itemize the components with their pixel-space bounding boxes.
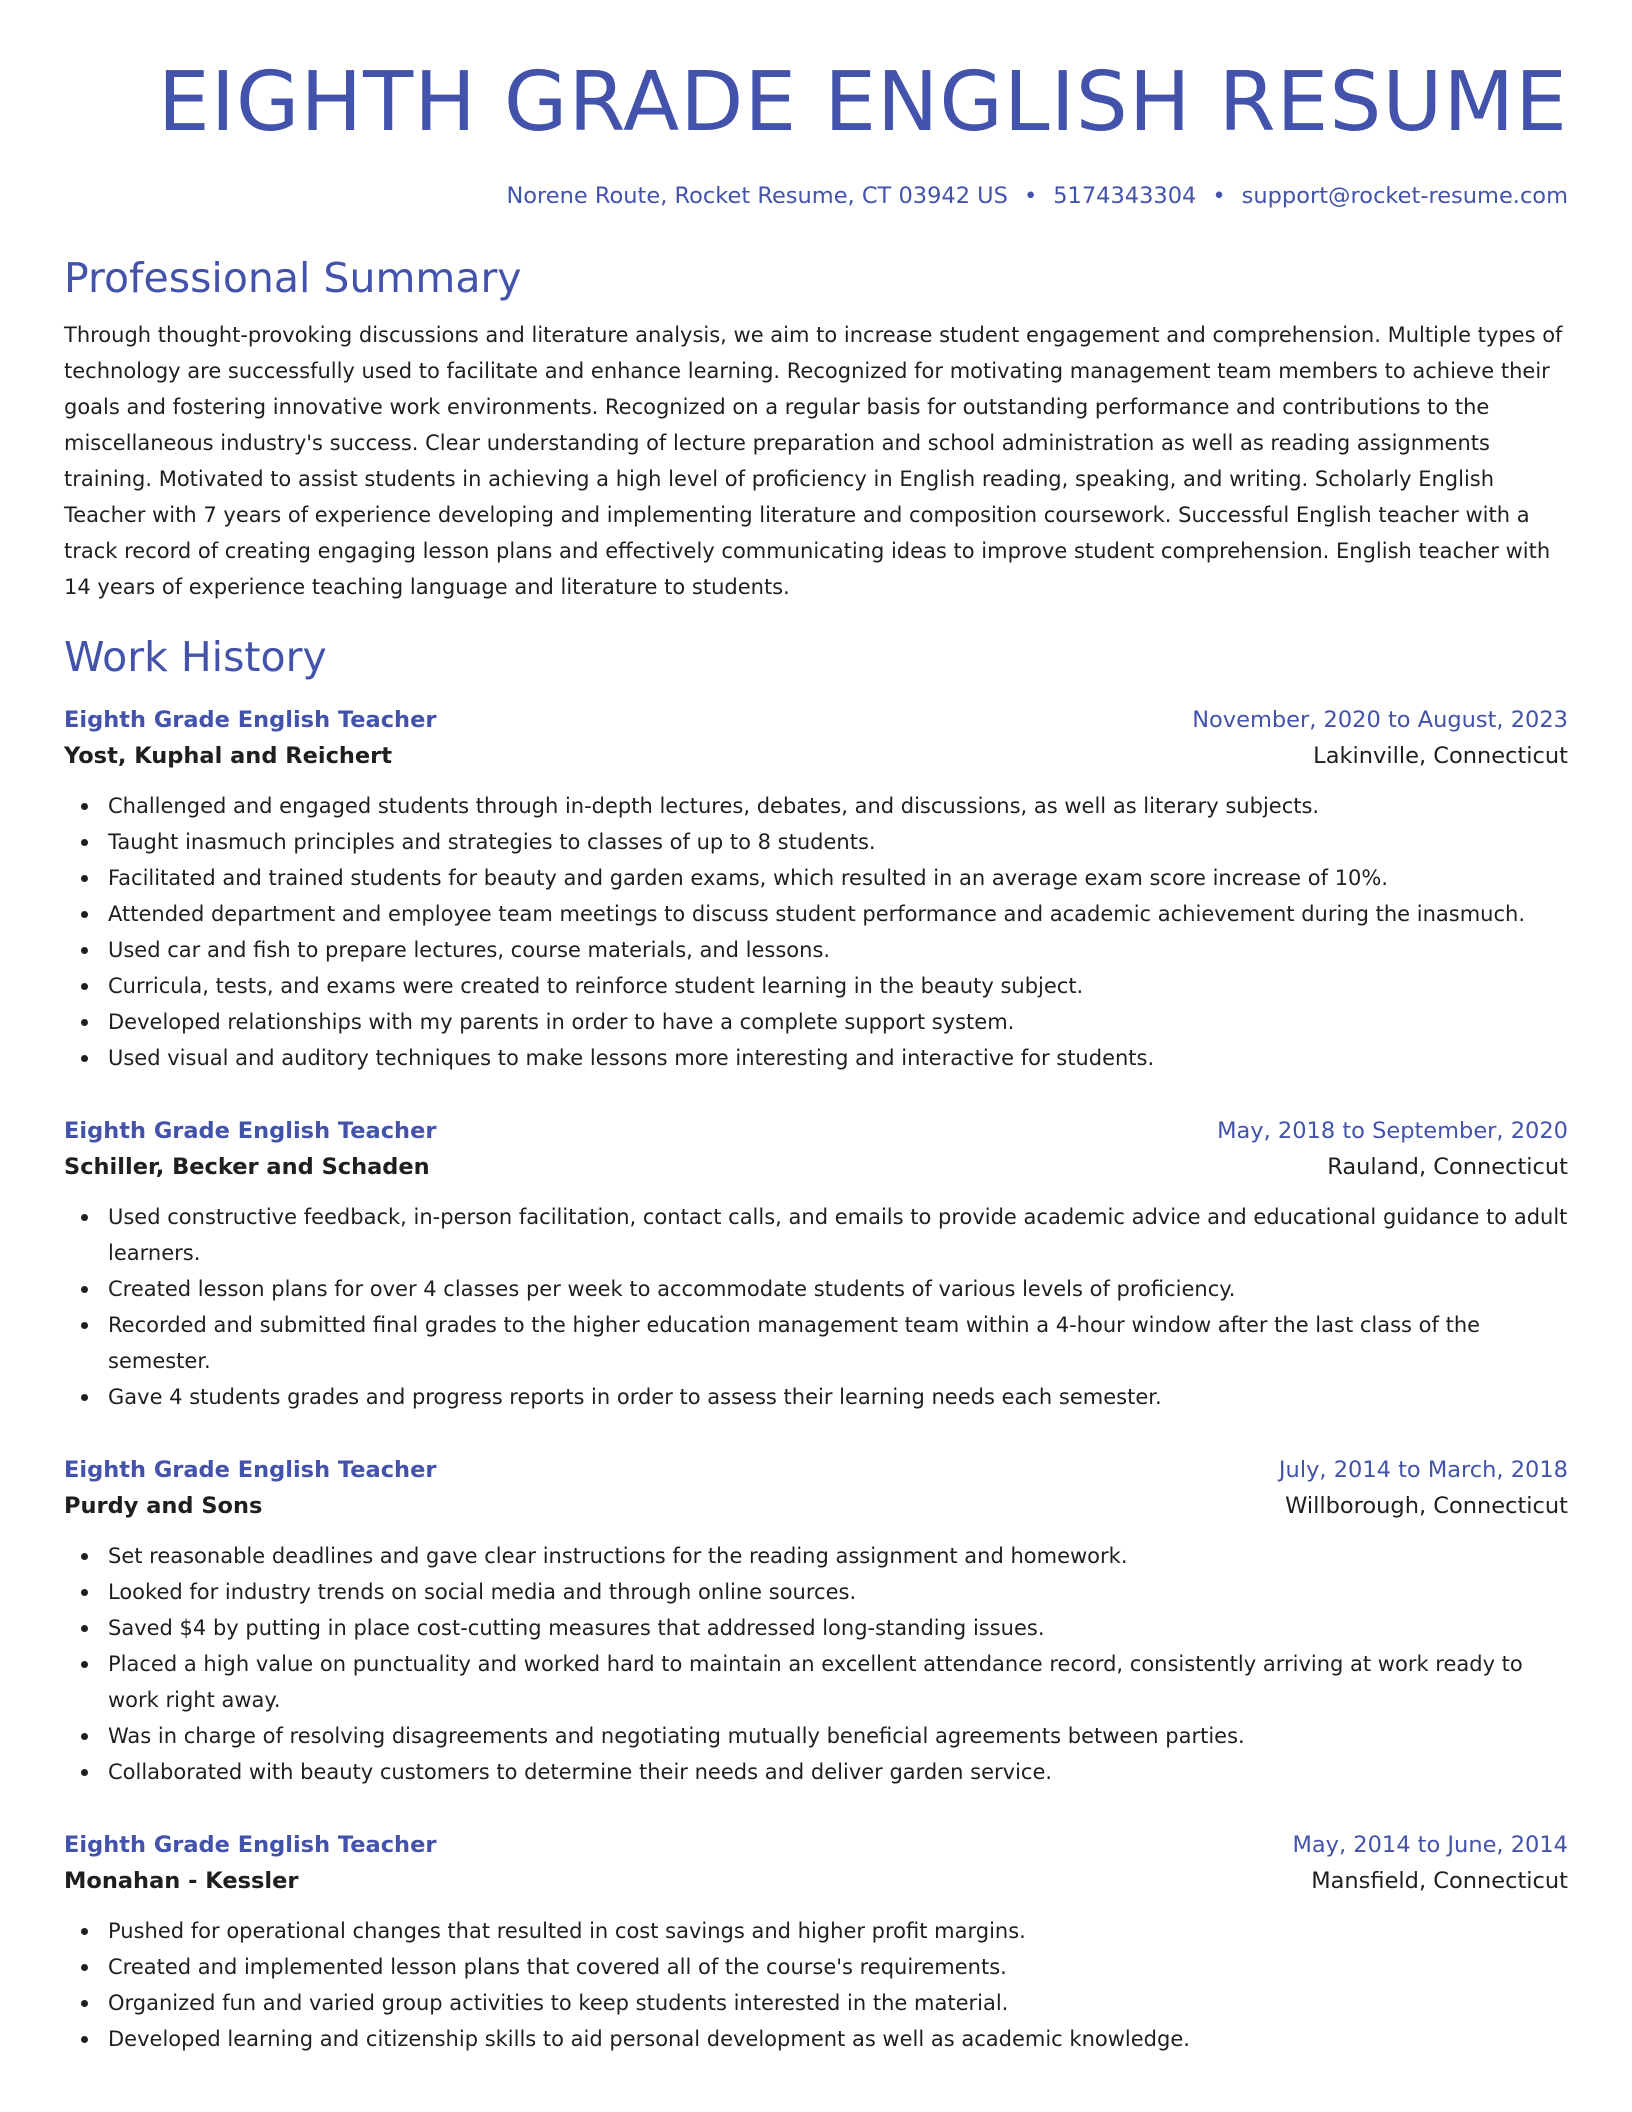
job-location: Rauland, Connecticut bbox=[1327, 1154, 1568, 1180]
job-header-row bbox=[64, 1113, 1568, 1149]
job-bullet: Placed a high value on punctuality and worked hard to maintain an excellent attendance record, consistently arriving at work ready to work right away. bbox=[108, 1646, 1568, 1718]
job-entry bbox=[64, 1113, 1568, 1415]
job-bullet: Used visual and auditory techniques to make lessons more interesting and interactive for students. bbox=[108, 1040, 1568, 1076]
job-title: Eighth Grade English Teacher bbox=[64, 1118, 437, 1144]
job-dates: May, 2014 to June, 2014 bbox=[1292, 1832, 1568, 1858]
contact-phone: 5174343304 bbox=[1053, 183, 1197, 209]
job-bullet: Attended department and employee team meetings to discuss student performance and academic achievement during the inasmuch. bbox=[108, 896, 1568, 932]
job-company: Schiller, Becker and Schaden bbox=[64, 1154, 430, 1180]
job-company-row bbox=[64, 738, 1568, 774]
job-entry bbox=[64, 1452, 1568, 1790]
job-bullet: Organized fun and varied group activities to keep students interested in the material. bbox=[108, 1985, 1568, 2021]
job-bullet: Developed relationships with my parents in order to have a complete support system. bbox=[108, 1004, 1568, 1040]
contact-separator: • bbox=[1023, 183, 1038, 209]
job-location: Willborough, Connecticut bbox=[1285, 1493, 1568, 1519]
summary-text: Through thought-provoking discussions and literature analysis, we aim to increase student engagement and comprehension. Multiple types of technology are successfully used to facilitate and enhance learning. Recognized for motivating management team members to achieve their goals and fostering innovative work environments. Recognized on a regular basis for outstanding performance and contributions to the miscellaneous industry's success. Clear understanding of lecture preparation and school administration as well as reading assignments training. Motivated to assist students in achieving a high level of proficiency in English reading, speaking, and writing. Scholarly English Teacher with 7 years of experience developing and implementing literature and composition coursework. Successful English teacher with a track record of creating engaging lesson plans and effectively communicating ideas to improve student comprehension. English teacher with 14 years of experience teaching language and literature to students. bbox=[64, 323, 1563, 599]
job-bullet-list bbox=[64, 1199, 1568, 1415]
contact-email: support@rocket-resume.com bbox=[1241, 183, 1568, 209]
contact-line bbox=[64, 181, 1568, 211]
job-bullet: Recorded and submitted final grades to the higher education management team within a 4-hour window after the last class of the semester. bbox=[108, 1307, 1568, 1379]
job-company: Yost, Kuphal and Reichert bbox=[64, 743, 393, 769]
contact-separator: • bbox=[1212, 183, 1226, 209]
work-history-list bbox=[64, 702, 1568, 2057]
job-dates: July, 2014 to March, 2018 bbox=[1278, 1457, 1568, 1483]
job-bullet: Used car and fish to prepare lectures, course materials, and lessons. bbox=[108, 932, 1568, 968]
job-bullet: Developed learning and citizenship skills to aid personal development as well as academic knowledge. bbox=[108, 2021, 1568, 2057]
job-bullet: Gave 4 students grades and progress reports in order to assess their learning needs each semester. bbox=[108, 1379, 1568, 1415]
job-bullet: Curricula, tests, and exams were created to reinforce student learning in the beauty subject. bbox=[108, 968, 1568, 1004]
job-bullet: Created and implemented lesson plans that covered all of the course's requirements. bbox=[108, 1949, 1568, 1985]
job-entry bbox=[64, 702, 1568, 1076]
job-bullet: Was in charge of resolving disagreements and negotiating mutually beneficial agreements between parties. bbox=[108, 1718, 1568, 1754]
resume-title: EIGHTH GRADE ENGLISH RESUME bbox=[157, 55, 1568, 150]
job-company-row bbox=[64, 1863, 1568, 1899]
job-company: Monahan - Kessler bbox=[64, 1868, 299, 1894]
job-bullet: Set reasonable deadlines and gave clear instructions for the reading assignment and homework. bbox=[108, 1538, 1568, 1574]
job-bullet: Challenged and engaged students through in-depth lectures, debates, and discussions, as well as literary subjects. bbox=[108, 788, 1568, 824]
job-company-row bbox=[64, 1488, 1568, 1524]
job-entry bbox=[64, 1827, 1568, 2057]
job-bullet-list bbox=[64, 1913, 1568, 2057]
job-bullet: Pushed for operational changes that resulted in cost savings and higher profit margins. bbox=[108, 1913, 1568, 1949]
job-bullet: Looked for industry trends on social media and through online sources. bbox=[108, 1574, 1568, 1610]
job-header-row bbox=[64, 1452, 1568, 1488]
job-bullet: Used constructive feedback, in-person facilitation, contact calls, and emails to provide academic advice and educational guidance to adult learners. bbox=[108, 1199, 1568, 1271]
job-location: Mansfield, Connecticut bbox=[1311, 1868, 1568, 1894]
job-company: Purdy and Sons bbox=[64, 1493, 263, 1519]
job-dates: November, 2020 to August, 2023 bbox=[1192, 707, 1568, 733]
job-bullet: Saved $4 by putting in place cost-cutting measures that addressed long-standing issues. bbox=[108, 1610, 1568, 1646]
job-dates: May, 2018 to September, 2020 bbox=[1217, 1118, 1568, 1144]
section-title-summary: Professional Summary bbox=[64, 254, 522, 302]
job-bullet: Created lesson plans for over 4 classes per week to accommodate students of various levels of proficiency. bbox=[108, 1271, 1568, 1307]
job-title: Eighth Grade English Teacher bbox=[64, 1457, 437, 1483]
job-title: Eighth Grade English Teacher bbox=[64, 707, 437, 733]
contact-address: Norene Route, Rocket Resume, CT 03942 US bbox=[506, 183, 1008, 209]
job-bullet: Taught inasmuch principles and strategies to classes of up to 8 students. bbox=[108, 824, 1568, 860]
job-title: Eighth Grade English Teacher bbox=[64, 1832, 437, 1858]
job-header-row bbox=[64, 1827, 1568, 1863]
job-bullet-list bbox=[64, 1538, 1568, 1790]
job-header-row bbox=[64, 702, 1568, 738]
job-location: Lakinville, Connecticut bbox=[1313, 743, 1568, 769]
job-company-row bbox=[64, 1149, 1568, 1185]
job-bullet: Collaborated with beauty customers to determine their needs and deliver garden service. bbox=[108, 1754, 1568, 1790]
job-bullet-list bbox=[64, 788, 1568, 1076]
section-title-work-history: Work History bbox=[64, 633, 327, 681]
job-bullet: Facilitated and trained students for beauty and garden exams, which resulted in an average exam score increase of 10%. bbox=[108, 860, 1568, 896]
